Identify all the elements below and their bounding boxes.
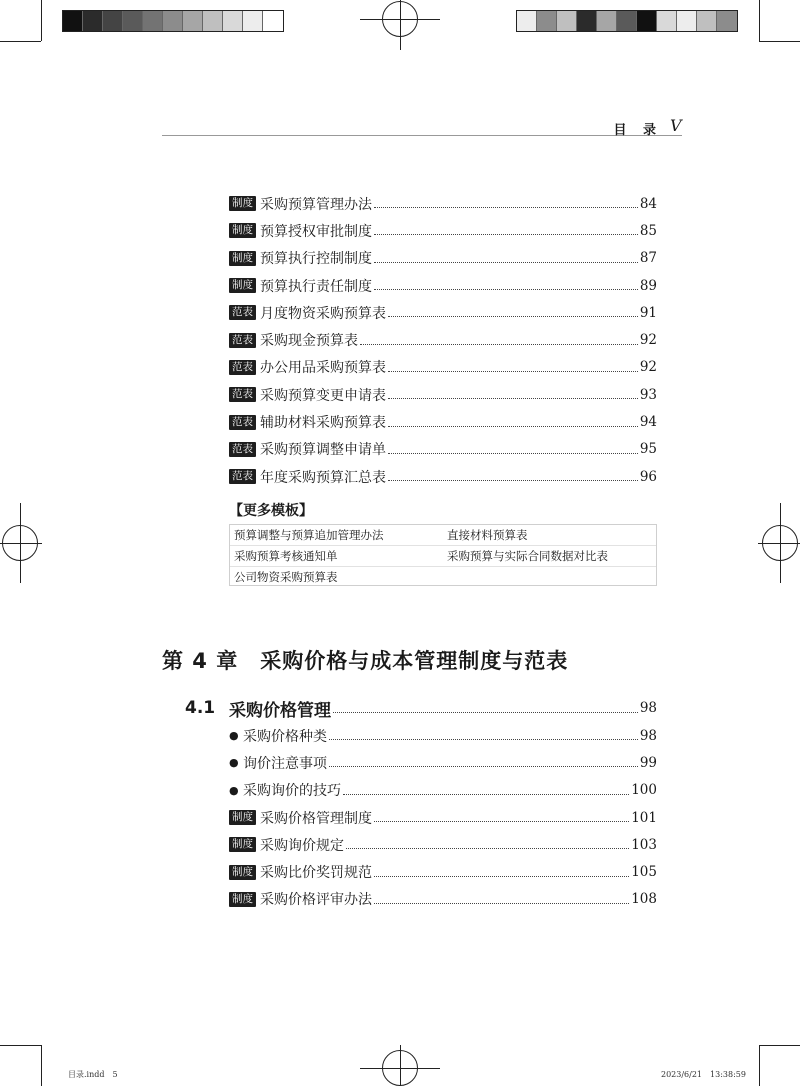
toc-entry-page-number: 100 <box>631 782 657 799</box>
right-swatch <box>617 11 637 31</box>
leader-dots <box>388 453 638 454</box>
template-link[interactable]: 公司物资采购预算表 <box>234 570 338 584</box>
category-tag: 范表 <box>229 415 256 430</box>
toc-entry-page-number: 92 <box>639 332 657 349</box>
toc-entry-title: 采购询价规定 <box>260 837 344 854</box>
left-swatch <box>163 11 183 31</box>
toc-entry[interactable] <box>229 722 657 749</box>
toc-entry[interactable] <box>229 436 657 463</box>
section-heading <box>185 694 657 722</box>
more-templates-label: 【更多模板】 <box>229 503 313 519</box>
toc-entry-title: 预算执行控制制度 <box>260 251 372 268</box>
toc-entry-title: 采购比价奖罚规范 <box>260 865 372 882</box>
toc-entry-page-number: 87 <box>639 250 657 267</box>
leader-dots <box>346 848 629 849</box>
toc-entry[interactable] <box>229 381 657 408</box>
toc-entry[interactable] <box>229 777 657 804</box>
leader-dots <box>374 289 638 290</box>
category-tag: 范表 <box>229 360 256 375</box>
toc-entry[interactable] <box>229 299 657 326</box>
toc-entry-page-number: 98 <box>639 727 657 744</box>
leader-dots <box>329 739 638 740</box>
right-swatch <box>717 11 737 31</box>
category-tag: 范表 <box>229 387 256 402</box>
right-swatch <box>537 11 557 31</box>
template-link[interactable]: 采购预算与实际合同数据对比表 <box>447 549 608 563</box>
toc-entry-page-number: 96 <box>639 468 657 485</box>
right-swatch <box>657 11 677 31</box>
toc-entry-title: 采购预算管理办法 <box>260 196 372 213</box>
leader-dots <box>388 316 638 317</box>
toc-entry-title: 询价注意事项 <box>243 755 327 772</box>
category-tag: 范表 <box>229 333 256 348</box>
toc-entry[interactable] <box>229 190 657 217</box>
leader-dots <box>374 207 638 208</box>
right-swatch <box>597 11 617 31</box>
left-swatch <box>243 11 263 31</box>
leader-dots <box>343 794 629 795</box>
more-templates-row <box>230 567 656 587</box>
left-swatch <box>103 11 123 31</box>
template-link[interactable]: 采购预算考核通知单 <box>234 549 338 563</box>
bullet-icon: ● <box>229 783 239 797</box>
toc-entry-page-number: 94 <box>639 414 657 431</box>
left-swatch <box>203 11 223 31</box>
toc-entry[interactable] <box>229 749 657 776</box>
bullet-icon: ● <box>229 729 239 743</box>
toc-entry-title: 年度采购预算汇总表 <box>260 469 386 486</box>
leader-dots <box>388 480 638 481</box>
left-swatch <box>143 11 163 31</box>
toc-entry-page-number: 95 <box>639 441 657 458</box>
section-title: 采购价格管理 <box>229 700 331 721</box>
right-swatch <box>577 11 597 31</box>
toc-entry-title: 采购预算调整申请单 <box>260 442 386 459</box>
category-tag: 制度 <box>229 837 256 852</box>
right-swatch <box>697 11 717 31</box>
toc-entry-page-number: 84 <box>639 195 657 212</box>
leader-dots <box>360 344 638 345</box>
toc-entry-page-number: 101 <box>631 809 657 826</box>
toc-entry[interactable] <box>229 408 657 435</box>
left-swatch <box>223 11 243 31</box>
toc-entry-page-number: 103 <box>631 836 657 853</box>
toc-entry-page-number: 85 <box>639 222 657 239</box>
toc-entry-page-number: 91 <box>639 304 657 321</box>
category-tag: 制度 <box>229 865 256 880</box>
category-tag: 制度 <box>229 810 256 825</box>
left-swatch <box>183 11 203 31</box>
leader-dots <box>374 262 638 263</box>
template-link[interactable]: 直接材料预算表 <box>447 528 528 542</box>
toc-entry-title: 办公用品采购预算表 <box>260 360 386 377</box>
toc-entry-page-number: 108 <box>631 891 657 908</box>
template-link[interactable]: 预算调整与预算追加管理办法 <box>234 528 384 542</box>
right-swatch <box>637 11 657 31</box>
toc-entry[interactable] <box>229 354 657 381</box>
more-templates-row <box>230 525 656 546</box>
more-templates-row <box>230 546 656 567</box>
leader-dots <box>329 766 638 767</box>
toc-entry-page-number: 99 <box>639 754 657 771</box>
category-tag: 范表 <box>229 442 256 457</box>
more-templates-table <box>229 524 657 586</box>
toc-entry-title: 采购价格种类 <box>243 728 327 745</box>
toc-entry[interactable] <box>229 326 657 353</box>
category-tag: 范表 <box>229 305 256 320</box>
toc-entry[interactable] <box>229 245 657 272</box>
category-tag: 制度 <box>229 892 256 907</box>
right-swatch <box>557 11 577 31</box>
left-swatch <box>123 11 143 31</box>
category-tag: 制度 <box>229 278 256 293</box>
color-registration-strip-right <box>516 10 738 32</box>
toc-entry-title: 采购价格评审办法 <box>260 892 372 909</box>
leader-dots <box>374 234 638 235</box>
header-rule <box>162 135 682 136</box>
running-header-title: 目 录 <box>613 123 662 138</box>
leader-dots <box>374 876 629 877</box>
leader-dots <box>388 371 638 372</box>
leader-dots <box>374 903 629 904</box>
toc-entry-title: 辅助材料采购预算表 <box>260 415 386 432</box>
toc-entry-title: 月度物资采购预算表 <box>260 305 386 322</box>
toc-entry-title: 采购询价的技巧 <box>243 783 341 800</box>
toc-entry-title: 采购价格管理制度 <box>260 810 372 827</box>
leader-dots <box>388 426 638 427</box>
leader-dots <box>374 821 629 822</box>
toc-entry-page-number: 89 <box>639 277 657 294</box>
toc-entry[interactable] <box>229 804 657 831</box>
footer-file-name: 目录.indd 5 <box>68 1070 118 1079</box>
left-swatch <box>263 11 283 31</box>
category-tag: 制度 <box>229 223 256 238</box>
color-registration-strip-left <box>62 10 284 32</box>
bullet-icon: ● <box>229 756 239 770</box>
toc-entry[interactable] <box>229 272 657 299</box>
category-tag: 制度 <box>229 196 256 211</box>
right-swatch <box>517 11 537 31</box>
leader-dots <box>333 712 638 713</box>
toc-entry-page-number: 105 <box>631 864 657 881</box>
category-tag: 制度 <box>229 251 256 266</box>
toc-entry-page-number: 93 <box>639 386 657 403</box>
toc-entry[interactable] <box>229 831 657 858</box>
footer-timestamp: 2023/6/21 13:38:59 <box>661 1070 746 1079</box>
toc-entry[interactable] <box>229 858 657 885</box>
toc-entry[interactable] <box>229 886 657 913</box>
toc-entry-title: 预算授权审批制度 <box>260 223 372 240</box>
category-tag: 范表 <box>229 469 256 484</box>
toc-entry-page-number: 92 <box>639 359 657 376</box>
left-swatch <box>63 11 83 31</box>
section-number: 4.1 <box>185 698 216 718</box>
section-page-number: 98 <box>639 700 657 716</box>
toc-entry[interactable] <box>229 217 657 244</box>
right-swatch <box>677 11 697 31</box>
toc-entry[interactable] <box>229 463 657 490</box>
toc-list-budget <box>229 190 657 490</box>
toc-entry-title: 预算执行责任制度 <box>260 278 372 295</box>
leader-dots <box>388 398 638 399</box>
toc-list-pricing <box>229 722 657 913</box>
running-header-page-number: V <box>670 116 682 135</box>
toc-entry-title: 采购现金预算表 <box>260 333 358 350</box>
toc-entry-title: 采购预算变更申请表 <box>260 387 386 404</box>
left-swatch <box>83 11 103 31</box>
chapter-heading: 第 4 章 采购价格与成本管理制度与范表 <box>162 649 569 673</box>
